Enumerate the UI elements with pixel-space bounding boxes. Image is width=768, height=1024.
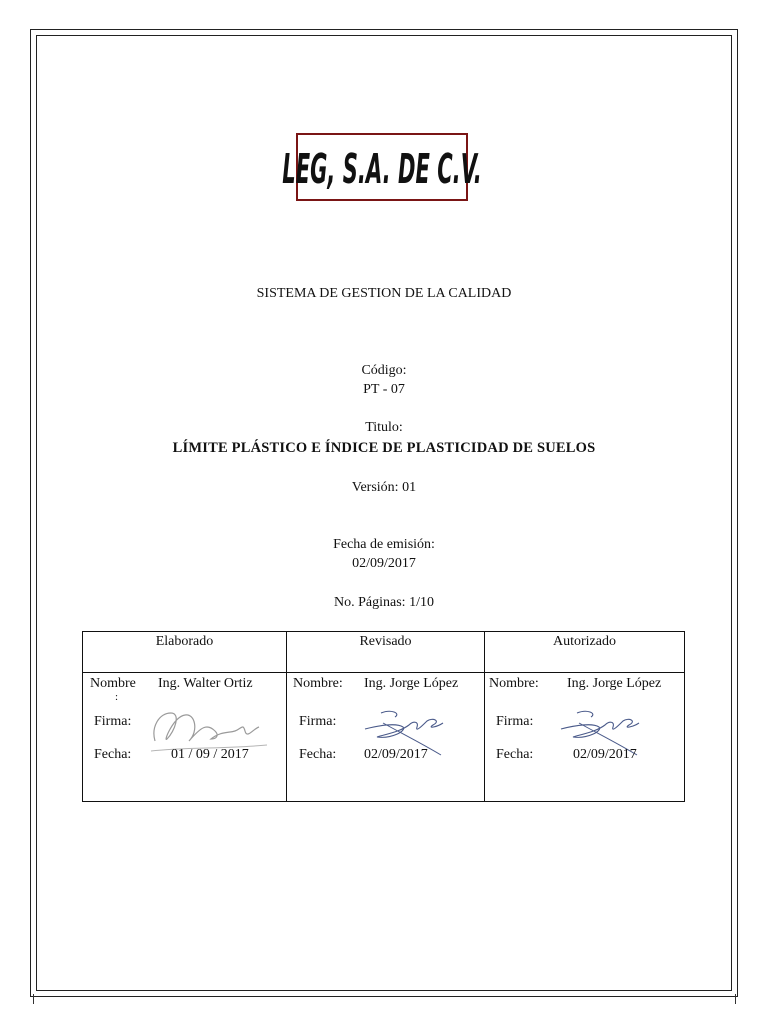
document-title: LÍMITE PLÁSTICO E ÍNDICE DE PLASTICIDAD DE SUELOS (172, 440, 596, 456)
issue-date-value: 02/09/2017 (352, 556, 416, 571)
name-label: Nombre: (293, 676, 343, 691)
header-autorizado-label: Autorizado (553, 634, 616, 649)
firma-label: Firma: (299, 714, 337, 729)
name-value: Ing. Walter Ortiz (158, 676, 253, 691)
date-value: 02/09/2017 (573, 747, 637, 762)
name-label: Nombre (90, 676, 136, 691)
date-value: 02/09/2017 (364, 747, 428, 762)
signature-cell-autorizado (485, 673, 685, 802)
signature-table (82, 631, 685, 802)
issue-date-label: Fecha de emisión: (333, 537, 435, 552)
corner-tick-right (735, 994, 736, 1004)
header-revisado-label: Revisado (359, 634, 412, 649)
firma-label: Firma: (496, 714, 534, 729)
header-elaborado (83, 632, 287, 673)
corner-tick-left (33, 994, 34, 1004)
company-logo-graphic (282, 135, 482, 199)
fecha-label: Fecha: (94, 747, 132, 762)
company-logo (282, 133, 482, 201)
firma-label: Firma: (94, 714, 132, 729)
page-count: No. Páginas: 1/10 (334, 595, 434, 610)
signature-cell-revisado (287, 673, 485, 802)
signature-cell-elaborado (83, 673, 287, 802)
fecha-label: Fecha: (496, 747, 534, 762)
code-label: Código: (361, 363, 407, 378)
date-value: 01 / 09 / 2017 (171, 747, 249, 762)
name-colon: : (115, 691, 119, 703)
header-autorizado (485, 632, 685, 673)
name-label: Nombre: (489, 676, 539, 691)
name-value: Ing. Jorge López (364, 676, 459, 691)
header-revisado (287, 632, 485, 673)
system-name: SISTEMA DE GESTION DE LA CALIDAD (256, 286, 512, 301)
name-value: Ing. Jorge López (567, 676, 662, 691)
header-elaborado-label: Elaborado (155, 634, 214, 649)
title-label: Titulo: (365, 420, 403, 435)
fecha-label: Fecha: (299, 747, 337, 762)
code-value: PT - 07 (363, 382, 405, 397)
version: Versión: 01 (351, 480, 417, 495)
company-logo-text: LEG, S.A. DE C.V. (282, 145, 482, 194)
